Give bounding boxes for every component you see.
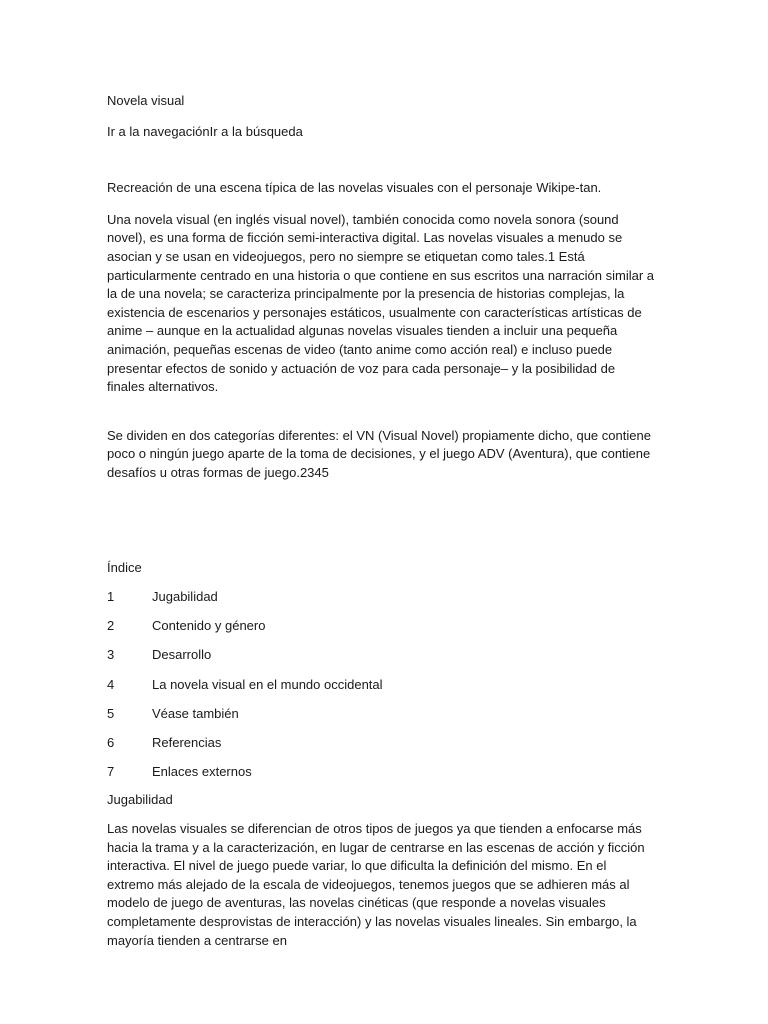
- image-caption: Recreación de una escena típica de las novelas visuales con el personaje Wikipe-tan.: [107, 180, 602, 196]
- toc-number: 6: [107, 735, 115, 751]
- toc-item[interactable]: [107, 646, 655, 665]
- toc-link-referencias[interactable]: Referencias: [152, 735, 222, 751]
- navigation-links[interactable]: Ir a la navegaciónIr a la búsqueda: [107, 123, 303, 139]
- toc-heading: Índice: [107, 559, 142, 575]
- toc-item[interactable]: [107, 588, 655, 607]
- toc-link-occidental[interactable]: La novela visual en el mundo occidental: [152, 676, 383, 692]
- table-of-contents: [107, 588, 655, 782]
- toc-number: 1: [107, 589, 115, 605]
- categories-paragraph: Se dividen en dos categorías diferentes: el VN (Visual Novel) propiamente dicho, que contiene poco o ningún juego aparte de la toma de decisiones, y el juego ADV (Aventura), que contiene desafíos u otras formas de juego.2345: [107, 427, 651, 480]
- toc-number: 4: [107, 676, 115, 692]
- toc-item[interactable]: [107, 676, 655, 695]
- toc-link-enlaces[interactable]: Enlaces externos: [152, 764, 252, 780]
- toc-number: 7: [107, 764, 115, 780]
- toc-number: 3: [107, 647, 115, 663]
- toc-link-jugabilidad[interactable]: Jugabilidad: [152, 589, 218, 605]
- document-page: [107, 92, 655, 950]
- toc-link-vease[interactable]: Véase también: [152, 705, 239, 721]
- toc-number: 2: [107, 618, 115, 634]
- page-title: Novela visual: [107, 93, 185, 108]
- intro-paragraph: Una novela visual (en inglés visual novel), también conocida como novela sonora (sound novel), es una forma de ficción semi-interactiva digital. Las novelas visuales a menudo se asocian y se usan en videojuegos, pero no siempre se etiquetan como tales.1 Está particularmente centrado en una historia o que contiene en sus escritos una narración similar a la de una novela; se caracteriza principalmente por la presencia de historias complejas, la existencia de escenarios y personajes estáticos, usualmente con características artísticas de anime – aunque en la actualidad algunas novelas visuales tienden a incluir una pequeña animación, pequeñas escenas de video (tanto anime como acción real) e incluso puede presentar efectos de sonido y actuación de voz para cada personaje– y la posibilidad de finales alternativos.: [107, 211, 655, 395]
- toc-item[interactable]: [107, 705, 655, 724]
- toc-link-contenido[interactable]: Contenido y género: [152, 618, 266, 634]
- toc-item[interactable]: [107, 617, 655, 636]
- section-heading: Jugabilidad: [107, 792, 173, 808]
- toc-link-desarrollo[interactable]: Desarrollo: [152, 647, 212, 663]
- toc-item[interactable]: [107, 763, 655, 782]
- section-paragraph: Las novelas visuales se diferencian de otros tipos de juegos ya que tienden a enfocarse más hacia la trama y a la caracterización, en lugar de centrarse en las escenas de acción y ficción interactiva. El nivel de juego puede variar, lo que dificulta la definición del mismo. En el extremo más alejado de la escala de videojuegos, tenemos juegos que se adhieren más al modelo de juego de aventuras, las novelas cinéticas (que responde a novelas visuales completamente desprovistas de interacción) y las novelas visuales lineales. Sin embargo, la mayoría tienden a centrarse en: [107, 821, 645, 948]
- toc-number: 5: [107, 705, 115, 721]
- toc-item[interactable]: [107, 734, 655, 753]
